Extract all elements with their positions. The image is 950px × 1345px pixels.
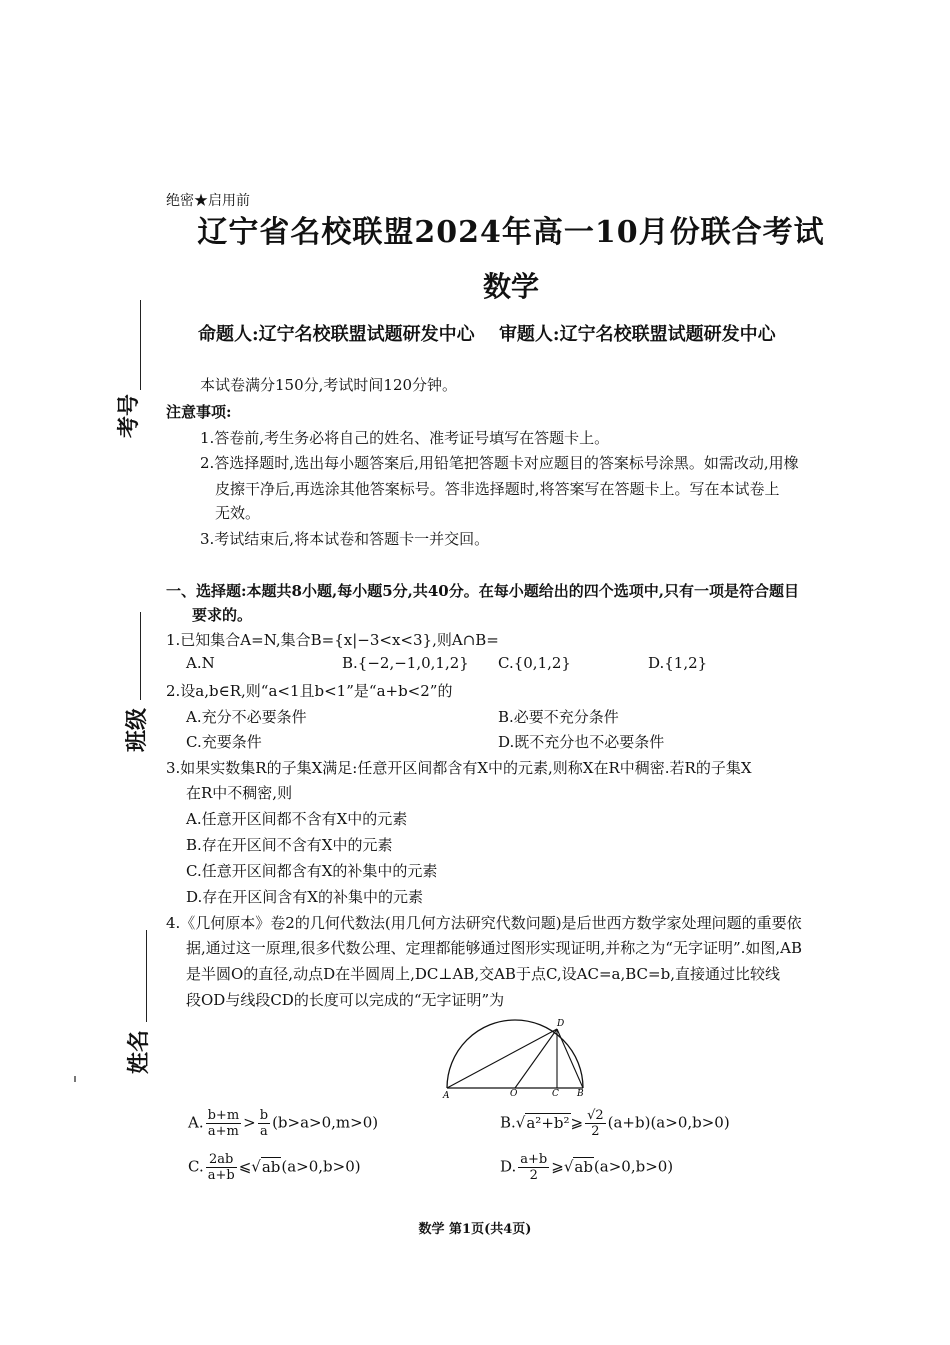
class-label: 班级 bbox=[124, 707, 150, 752]
notes-heading: 注意事项: bbox=[166, 403, 232, 421]
q3-option-b: B.存在开区间不含有X中的元素 bbox=[186, 836, 393, 854]
point-b-label: B bbox=[577, 1089, 584, 1099]
note-3: 3.考试结束后,将本试卷和答题卡一并交回。 bbox=[200, 530, 490, 548]
note-1: 1.答卷前,考生务必将自己的姓名、准考证号填写在答题卡上。 bbox=[200, 429, 610, 447]
name-line bbox=[146, 930, 147, 1022]
subject-title: 数学 bbox=[482, 270, 539, 303]
q4-option-d bbox=[500, 1152, 673, 1183]
scan-mark bbox=[74, 1076, 76, 1082]
secret-label: 绝密★启用前 bbox=[166, 193, 250, 209]
q1-option-b: B.{−2,−1,0,1,2} bbox=[342, 654, 469, 672]
q4-option-b bbox=[500, 1108, 730, 1139]
q4-a-op: > bbox=[243, 1113, 256, 1132]
q4-b-den: 2 bbox=[591, 1124, 600, 1139]
point-a-label: A bbox=[443, 1091, 450, 1100]
exam-no-line bbox=[140, 300, 141, 390]
page-footer: 数学 第1页(共4页) bbox=[418, 1222, 532, 1237]
segment-ad bbox=[447, 1029, 557, 1088]
intro-line: 本试卷满分150分,考试时间120分钟。 bbox=[200, 376, 458, 394]
q4-b-num: √2 bbox=[587, 1108, 604, 1123]
q3-stem-line2: 在R中不稠密,则 bbox=[186, 784, 293, 802]
q2-option-c: C.充要条件 bbox=[186, 733, 262, 751]
reviewer: 审题人:辽宁名校联盟试题研发中心 bbox=[498, 324, 776, 345]
exam-no-label: 考号 bbox=[116, 393, 142, 438]
q4-b-label: B. bbox=[500, 1113, 516, 1132]
q4-option-c bbox=[188, 1152, 361, 1183]
q4-a-label: A. bbox=[188, 1113, 204, 1132]
q4-d-den: 2 bbox=[529, 1168, 538, 1183]
q4-d-tail: (a>0,b>0) bbox=[593, 1157, 674, 1176]
note-2-line2: 皮擦干净后,再选涂其他答案标号。答非选择题时,将答案写在答题卡上。写在本试卷上 bbox=[215, 480, 780, 498]
q4-c-radical-sign: √ bbox=[251, 1157, 261, 1176]
q4-d-frac bbox=[518, 1152, 549, 1183]
q4-c-den: a+b bbox=[207, 1168, 235, 1183]
point-c-label: C bbox=[552, 1089, 559, 1099]
q3-option-a: A.任意开区间都不含有X中的元素 bbox=[186, 810, 408, 828]
q4-d-radical-sign: √ bbox=[563, 1157, 574, 1176]
author: 命题人:辽宁名校联盟试题研发中心 bbox=[198, 324, 475, 345]
q4-c-radicand: ab bbox=[261, 1157, 281, 1176]
q4-stem-line2: 据,通过这一原理,很多代数公理、定理都能够通过图形实现证明,并称之为“无字证明”.如图,AB bbox=[186, 939, 803, 957]
q4-c-label: C. bbox=[188, 1157, 204, 1176]
segment-db bbox=[557, 1029, 583, 1088]
q3-stem-line1: 3.如果实数集R的子集X满足:任意开区间都含有X中的元素,则称X在R中稠密.若R的子集X bbox=[166, 759, 752, 777]
q4-b-op: ⩾ bbox=[570, 1113, 584, 1132]
segment-od bbox=[515, 1029, 557, 1088]
q2-option-a: A.充分不必要条件 bbox=[186, 708, 307, 726]
q4-stem-line4: 段OD与线段CD的长度可以完成的“无字证明”为 bbox=[186, 991, 505, 1009]
q1-option-c: C.{0,1,2} bbox=[498, 654, 571, 672]
section-heading-cont: 要求的。 bbox=[192, 606, 253, 624]
q3-option-c: C.任意开区间都含有X的补集中的元素 bbox=[186, 862, 438, 880]
note-2-line3: 无效。 bbox=[215, 504, 261, 522]
q4-a-num1: b+m bbox=[207, 1108, 240, 1123]
authors-line bbox=[198, 320, 776, 346]
q4-a-frac2 bbox=[258, 1108, 270, 1139]
q1-option-d: D.{1,2} bbox=[648, 654, 708, 672]
q4-a-tail: (b>a>0,m>0) bbox=[272, 1113, 379, 1132]
q4-option-a bbox=[188, 1108, 378, 1139]
point-o-label: O bbox=[510, 1089, 518, 1099]
q1-stem: 1.已知集合A=N,集合B={x|−3<x<3},则A∩B= bbox=[166, 631, 499, 649]
q4-b-frac bbox=[585, 1108, 606, 1139]
q4-b-radicand: a²+b² bbox=[526, 1113, 570, 1132]
q3-option-d: D.存在开区间含有X的补集中的元素 bbox=[186, 888, 423, 906]
q4-a-num2: b bbox=[259, 1108, 269, 1123]
q4-d-radicand: ab bbox=[574, 1157, 593, 1176]
q2-stem: 2.设a,b∈R,则“a<1且b<1”是“a+b<2”的 bbox=[166, 682, 453, 700]
semicircle-figure bbox=[440, 1012, 590, 1100]
q4-d-num: a+b bbox=[520, 1152, 548, 1167]
note-2-line1: 2.答选择题时,选出每小题答案后,用铅笔把答题卡对应题目的答案标号涂黑。如需改动,用橡 bbox=[200, 454, 799, 472]
semicircle-arc bbox=[447, 1020, 583, 1088]
class-line bbox=[140, 612, 141, 700]
q2-option-b: B.必要不充分条件 bbox=[498, 708, 619, 726]
q4-c-tail: (a>0,b>0) bbox=[281, 1157, 361, 1176]
point-d-label: D bbox=[557, 1019, 565, 1029]
q4-c-frac bbox=[206, 1152, 237, 1183]
q1-option-a: A.N bbox=[186, 654, 215, 672]
q4-d-op: ⩾ bbox=[551, 1157, 564, 1176]
name-label: 姓名 bbox=[126, 1029, 152, 1074]
q4-d-label: D. bbox=[500, 1157, 517, 1176]
q4-a-frac1 bbox=[206, 1108, 242, 1139]
q4-b-tail: (a+b)(a>0,b>0) bbox=[607, 1113, 730, 1132]
q4-a-den1: a+m bbox=[207, 1124, 239, 1139]
q4-c-num: 2ab bbox=[206, 1152, 237, 1168]
section-heading: 一、选择题:本题共8小题,每小题5分,共40分。在每小题给出的四个选项中,只有一项是符合题目 bbox=[166, 582, 799, 600]
q4-stem-line3: 是半圆O的直径,动点D在半圆周上,DC⊥AB,交AB于点C,设AC=a,BC=b,直接通过比较线 bbox=[186, 965, 780, 983]
q2-option-d: D.既不充分也不必要条件 bbox=[498, 733, 665, 751]
q4-b-radical-sign: √ bbox=[515, 1113, 526, 1132]
exam-title: 辽宁省名校联盟2024年高一10月份联合考试 bbox=[197, 215, 825, 250]
q4-stem-line1: 4.《几何原本》卷2的几何代数法(用几何方法研究代数问题)是后世西方数学家处理问题的重要依 bbox=[166, 914, 802, 932]
q4-a-den2: a bbox=[260, 1124, 268, 1139]
q4-c-op: ⩽ bbox=[238, 1157, 252, 1176]
